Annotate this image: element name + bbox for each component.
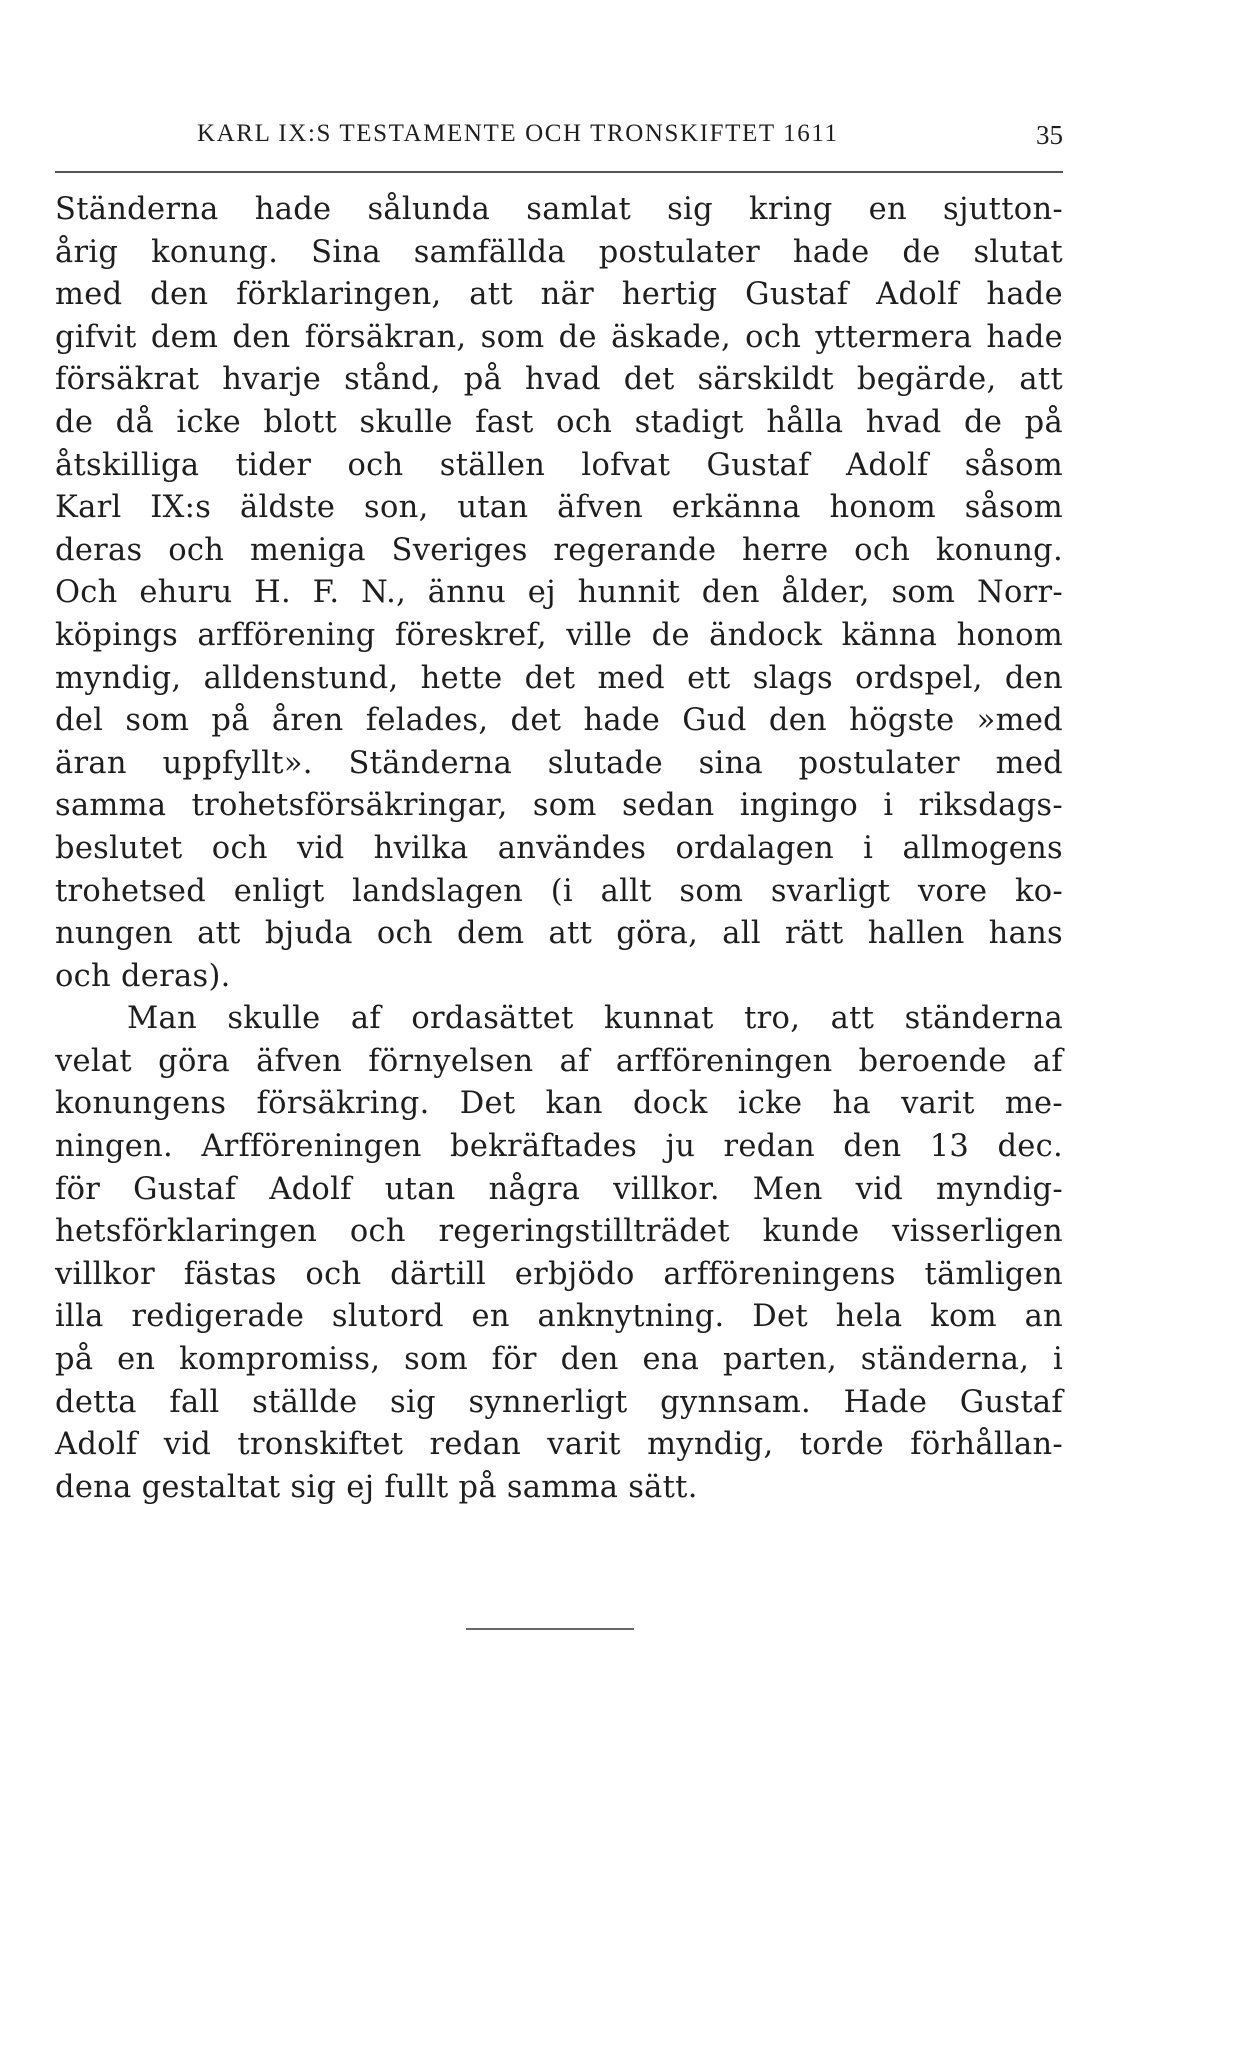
text-line: beslutet och vid hvilka användes ordalagen i allmogens (55, 830, 1063, 866)
text-line: Adolf vid tronskiftet redan varit myndig, torde förhållan- (55, 1427, 1063, 1463)
page-number: 35 (1036, 120, 1063, 150)
text-line: deras och meniga Sveriges regerande herre och konung. (55, 532, 1063, 568)
text-line: villkor fästas och därtill erbjödo arfföreningens tämligen (55, 1256, 1063, 1292)
text-line: Man skulle af ordasättet kunnat tro, att ständerna (127, 1001, 1063, 1037)
text-line: och deras). (55, 958, 231, 994)
text-line: för Gustaf Adolf utan några villkor. Men vid myndig- (55, 1171, 1063, 1207)
running-title: KARL IX:S TESTAMENTE OCH TRONSKIFTET 1611 (197, 120, 839, 147)
text-line: de då icke blott skulle fast och stadigt hålla hvad de på (55, 404, 1063, 440)
text-line: samma trohetsförsäkringar, som sedan ingingo i riksdags- (55, 788, 1063, 824)
text-line: detta fall ställde sig synnerligt gynnsam. Hade Gustaf (55, 1384, 1063, 1420)
text-line: dena gestaltat sig ej fullt på samma sätt. (55, 1469, 698, 1505)
text-line: myndig, alldenstund, hette det med ett slags ordspel, den (55, 660, 1063, 696)
text-line: illa redigerade slutord en anknytning. Det hela kom an (55, 1299, 1063, 1335)
paragraph (55, 998, 1063, 1509)
text-line: på en kompromiss, som för den ena parten, ständerna, i (55, 1342, 1063, 1378)
text-line: nungen att bjuda och dem att göra, all rätt hallen hans (55, 916, 1063, 952)
text-line: hetsförklaringen och regeringstillträdet kunde visserligen (55, 1214, 1063, 1250)
text-line: konungens försäkring. Det kan dock icke ha varit me- (55, 1086, 1063, 1122)
text-line: åtskilliga tider och ställen lofvat Gustaf Adolf såsom (55, 447, 1063, 483)
text-line: ningen. Arfföreningen bekräftades ju redan den 13 dec. (55, 1129, 1063, 1165)
text-line: del som på åren felades, det hade Gud den högste »med (55, 703, 1063, 739)
body-text (55, 189, 1063, 1509)
text-line: gifvit dem den försäkran, som de äskade, och yttermera hade (55, 319, 1063, 355)
running-head (55, 120, 1063, 156)
text-line: äran uppfyllt». Ständerna slutade sina postulater med (55, 745, 1063, 781)
text-line: velat göra äfven förnyelsen af arfföreningen beroende af (55, 1043, 1063, 1079)
paragraph (55, 189, 1063, 998)
text-line: Och ehuru H. F. N., ännu ej hunnit den ålder, som Norr- (55, 575, 1063, 611)
text-line: Karl IX:s äldste son, utan äfven erkänna honom såsom (55, 490, 1063, 526)
text-line: trohetsed enligt landslagen (i allt som svarligt vore ko- (55, 873, 1063, 909)
text-line: försäkrat hvarje stånd, på hvad det särskildt begärde, att (55, 362, 1063, 398)
end-rule (466, 1628, 634, 1630)
text-line: köpings arfförening föreskref, ville de ändock känna honom (55, 617, 1063, 653)
text-line: Ständerna hade sålunda samlat sig kring en sjutton- (55, 192, 1063, 227)
text-line: årig konung. Sina samfällda postulater hade de slutat (55, 234, 1063, 270)
text-line: med den förklaringen, att när hertig Gustaf Adolf hade (55, 277, 1063, 313)
header-rule (55, 171, 1063, 173)
